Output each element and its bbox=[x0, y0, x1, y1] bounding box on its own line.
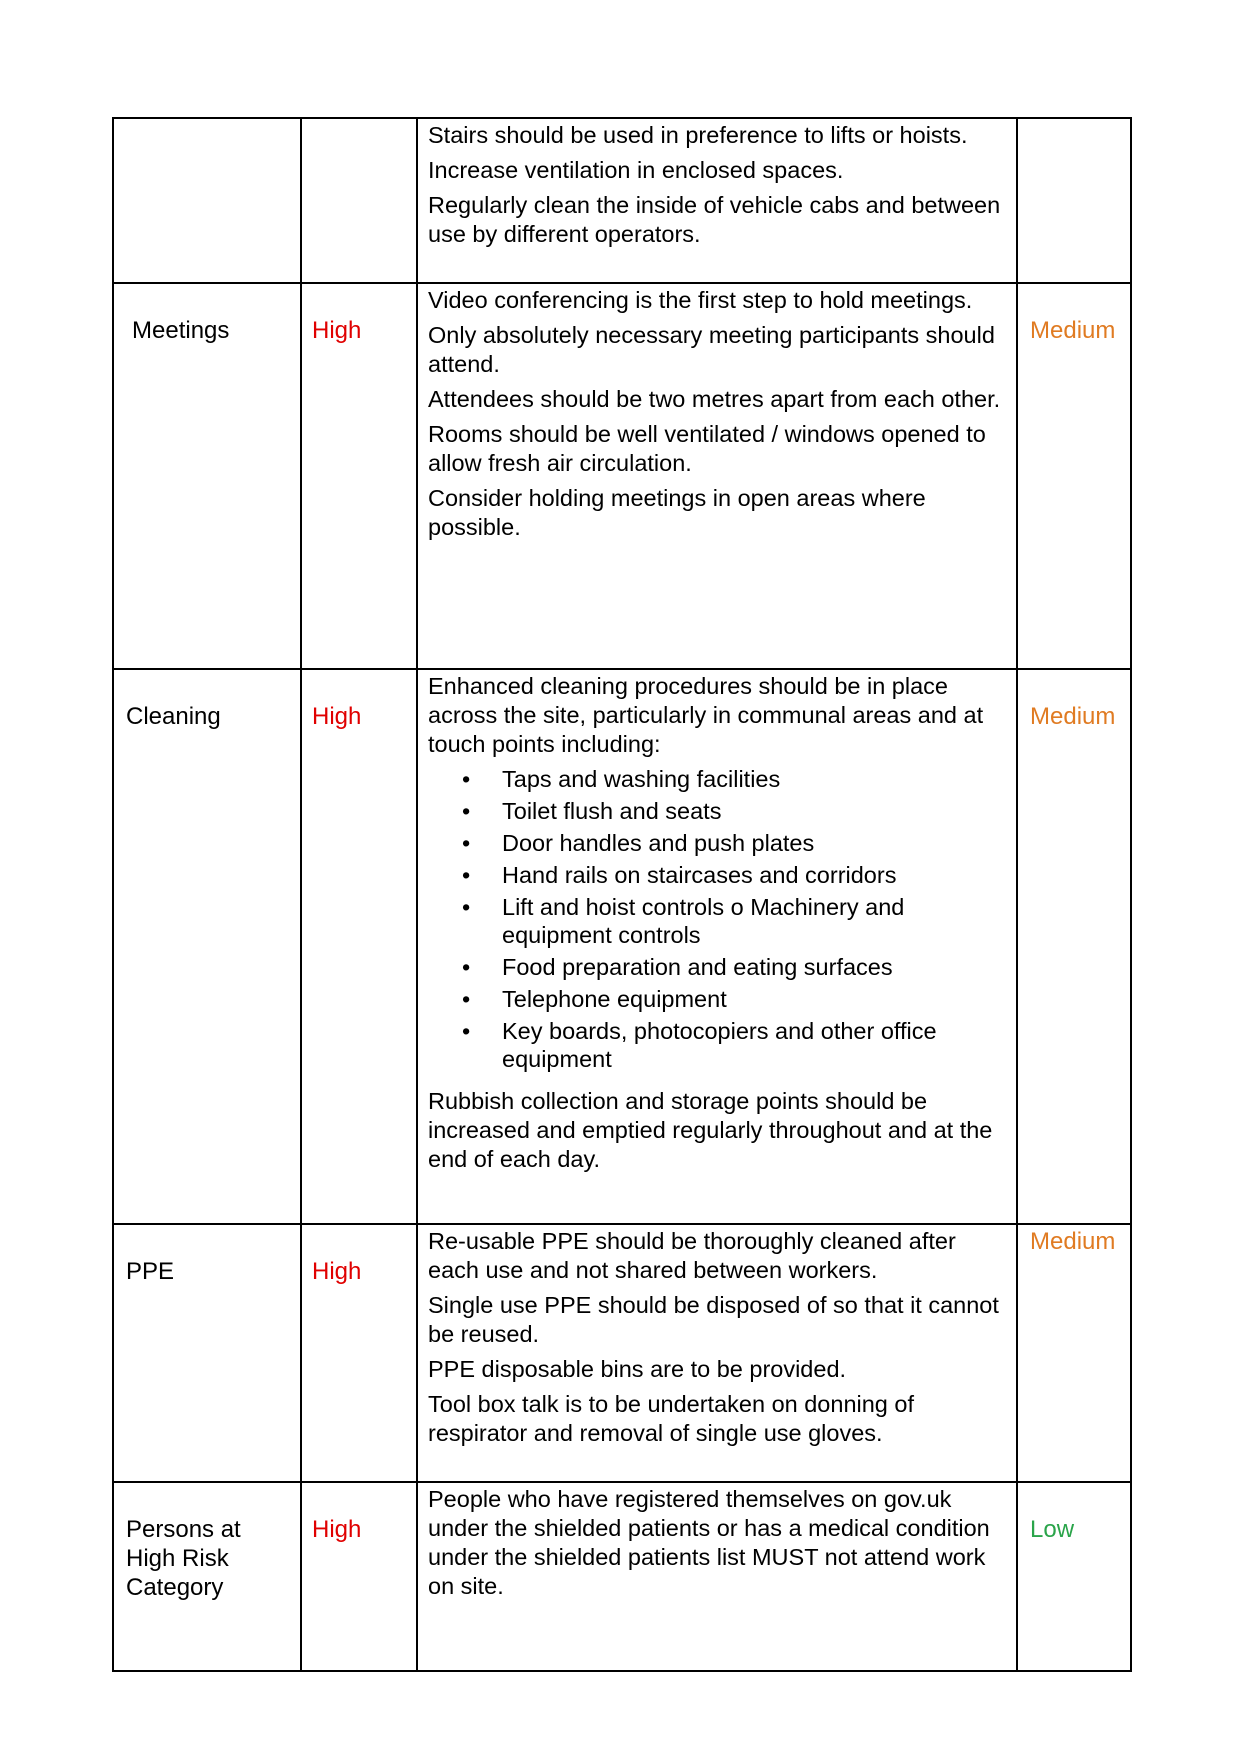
control-intro: Enhanced cleaning procedures should be in place across the site, particularly in communal areas and at touch points including: bbox=[428, 673, 984, 757]
activity-cell: Meetings bbox=[113, 283, 301, 669]
control-item: PPE disposable bins are to be provided. bbox=[428, 1356, 847, 1382]
risk-assessment-table bbox=[112, 117, 1132, 1672]
bullet-icon: • bbox=[462, 894, 471, 920]
residual-risk-cell: Low bbox=[1017, 1482, 1131, 1671]
bullet-icon: • bbox=[462, 1018, 471, 1044]
list-item bbox=[462, 985, 1006, 1013]
residual-risk-cell: Medium bbox=[1017, 669, 1131, 1224]
controls-cell bbox=[417, 1224, 1017, 1482]
bullet-icon: • bbox=[462, 954, 471, 980]
control-item: Video conferencing is the first step to hold meetings. bbox=[428, 287, 973, 313]
controls-cell bbox=[417, 1482, 1017, 1671]
bullet-icon: • bbox=[462, 830, 471, 856]
control-outro: Rubbish collection and storage points should be increased and emptied regularly throughout and at the end of each day. bbox=[428, 1088, 993, 1172]
control-item: Rooms should be well ventilated / windows opened to allow fresh air circulation. bbox=[428, 421, 986, 476]
risk-cell bbox=[301, 118, 417, 283]
activity-cell bbox=[113, 118, 301, 283]
touch-points-list bbox=[428, 765, 1006, 1073]
list-item-text: Lift and hoist controls o Machinery and equipment controls bbox=[502, 894, 905, 948]
residual-risk-cell bbox=[1017, 118, 1131, 283]
list-item bbox=[462, 829, 1006, 857]
list-item-text: Food preparation and eating surfaces bbox=[502, 954, 893, 980]
activity-cell: Persons at High Risk Category bbox=[113, 1482, 301, 1671]
list-item bbox=[462, 797, 1006, 825]
control-item: Tool box talk is to be undertaken on donning of respirator and removal of single use gloves. bbox=[428, 1391, 915, 1446]
list-item bbox=[462, 893, 1006, 949]
risk-cell: High bbox=[301, 669, 417, 1224]
activity-cell: Cleaning bbox=[113, 669, 301, 1224]
table-row bbox=[113, 1482, 1131, 1671]
bullet-icon: • bbox=[462, 798, 471, 824]
bullet-icon: • bbox=[462, 986, 471, 1012]
risk-cell: High bbox=[301, 1482, 417, 1671]
table-row bbox=[113, 118, 1131, 283]
control-item: Increase ventilation in enclosed spaces. bbox=[428, 157, 844, 183]
table-row bbox=[113, 1224, 1131, 1482]
list-item-text: Telephone equipment bbox=[502, 986, 727, 1012]
controls-cell bbox=[417, 118, 1017, 283]
list-item-text: Key boards, photocopiers and other office equipment bbox=[502, 1018, 937, 1072]
list-item-text: Hand rails on staircases and corridors bbox=[502, 862, 897, 888]
activity-cell: PPE bbox=[113, 1224, 301, 1482]
risk-cell: High bbox=[301, 283, 417, 669]
control-item: Single use PPE should be disposed of so that it cannot be reused. bbox=[428, 1292, 999, 1347]
controls-cell bbox=[417, 283, 1017, 669]
list-item-text: Taps and washing facilities bbox=[502, 766, 781, 792]
control-item: Consider holding meetings in open areas where possible. bbox=[428, 485, 926, 540]
list-item bbox=[462, 861, 1006, 889]
control-item: Stairs should be used in preference to lifts or hoists. bbox=[428, 122, 968, 148]
control-item: Re-usable PPE should be thoroughly cleaned after each use and not shared between workers. bbox=[428, 1228, 956, 1283]
risk-cell: High bbox=[301, 1224, 417, 1482]
bullet-icon: • bbox=[462, 766, 471, 792]
control-item: People who have registered themselves on gov.uk under the shielded patients or has a medical condition under the shielded patients list MUST not attend work on site. bbox=[428, 1486, 990, 1599]
list-item bbox=[462, 953, 1006, 981]
table-row bbox=[113, 669, 1131, 1224]
control-item: Only absolutely necessary meeting participants should attend. bbox=[428, 322, 995, 377]
list-item bbox=[462, 1017, 1006, 1073]
control-item: Regularly clean the inside of vehicle cabs and between use by different operators. bbox=[428, 192, 1001, 247]
list-item bbox=[462, 765, 1006, 793]
bullet-icon: • bbox=[462, 862, 471, 888]
table-row bbox=[113, 283, 1131, 669]
controls-cell bbox=[417, 669, 1017, 1224]
residual-risk-cell: Medium bbox=[1017, 1224, 1131, 1482]
list-item-text: Toilet flush and seats bbox=[502, 798, 722, 824]
control-item: Attendees should be two metres apart from each other. bbox=[428, 386, 1001, 412]
residual-risk-cell: Medium bbox=[1017, 283, 1131, 669]
list-item-text: Door handles and push plates bbox=[502, 830, 815, 856]
